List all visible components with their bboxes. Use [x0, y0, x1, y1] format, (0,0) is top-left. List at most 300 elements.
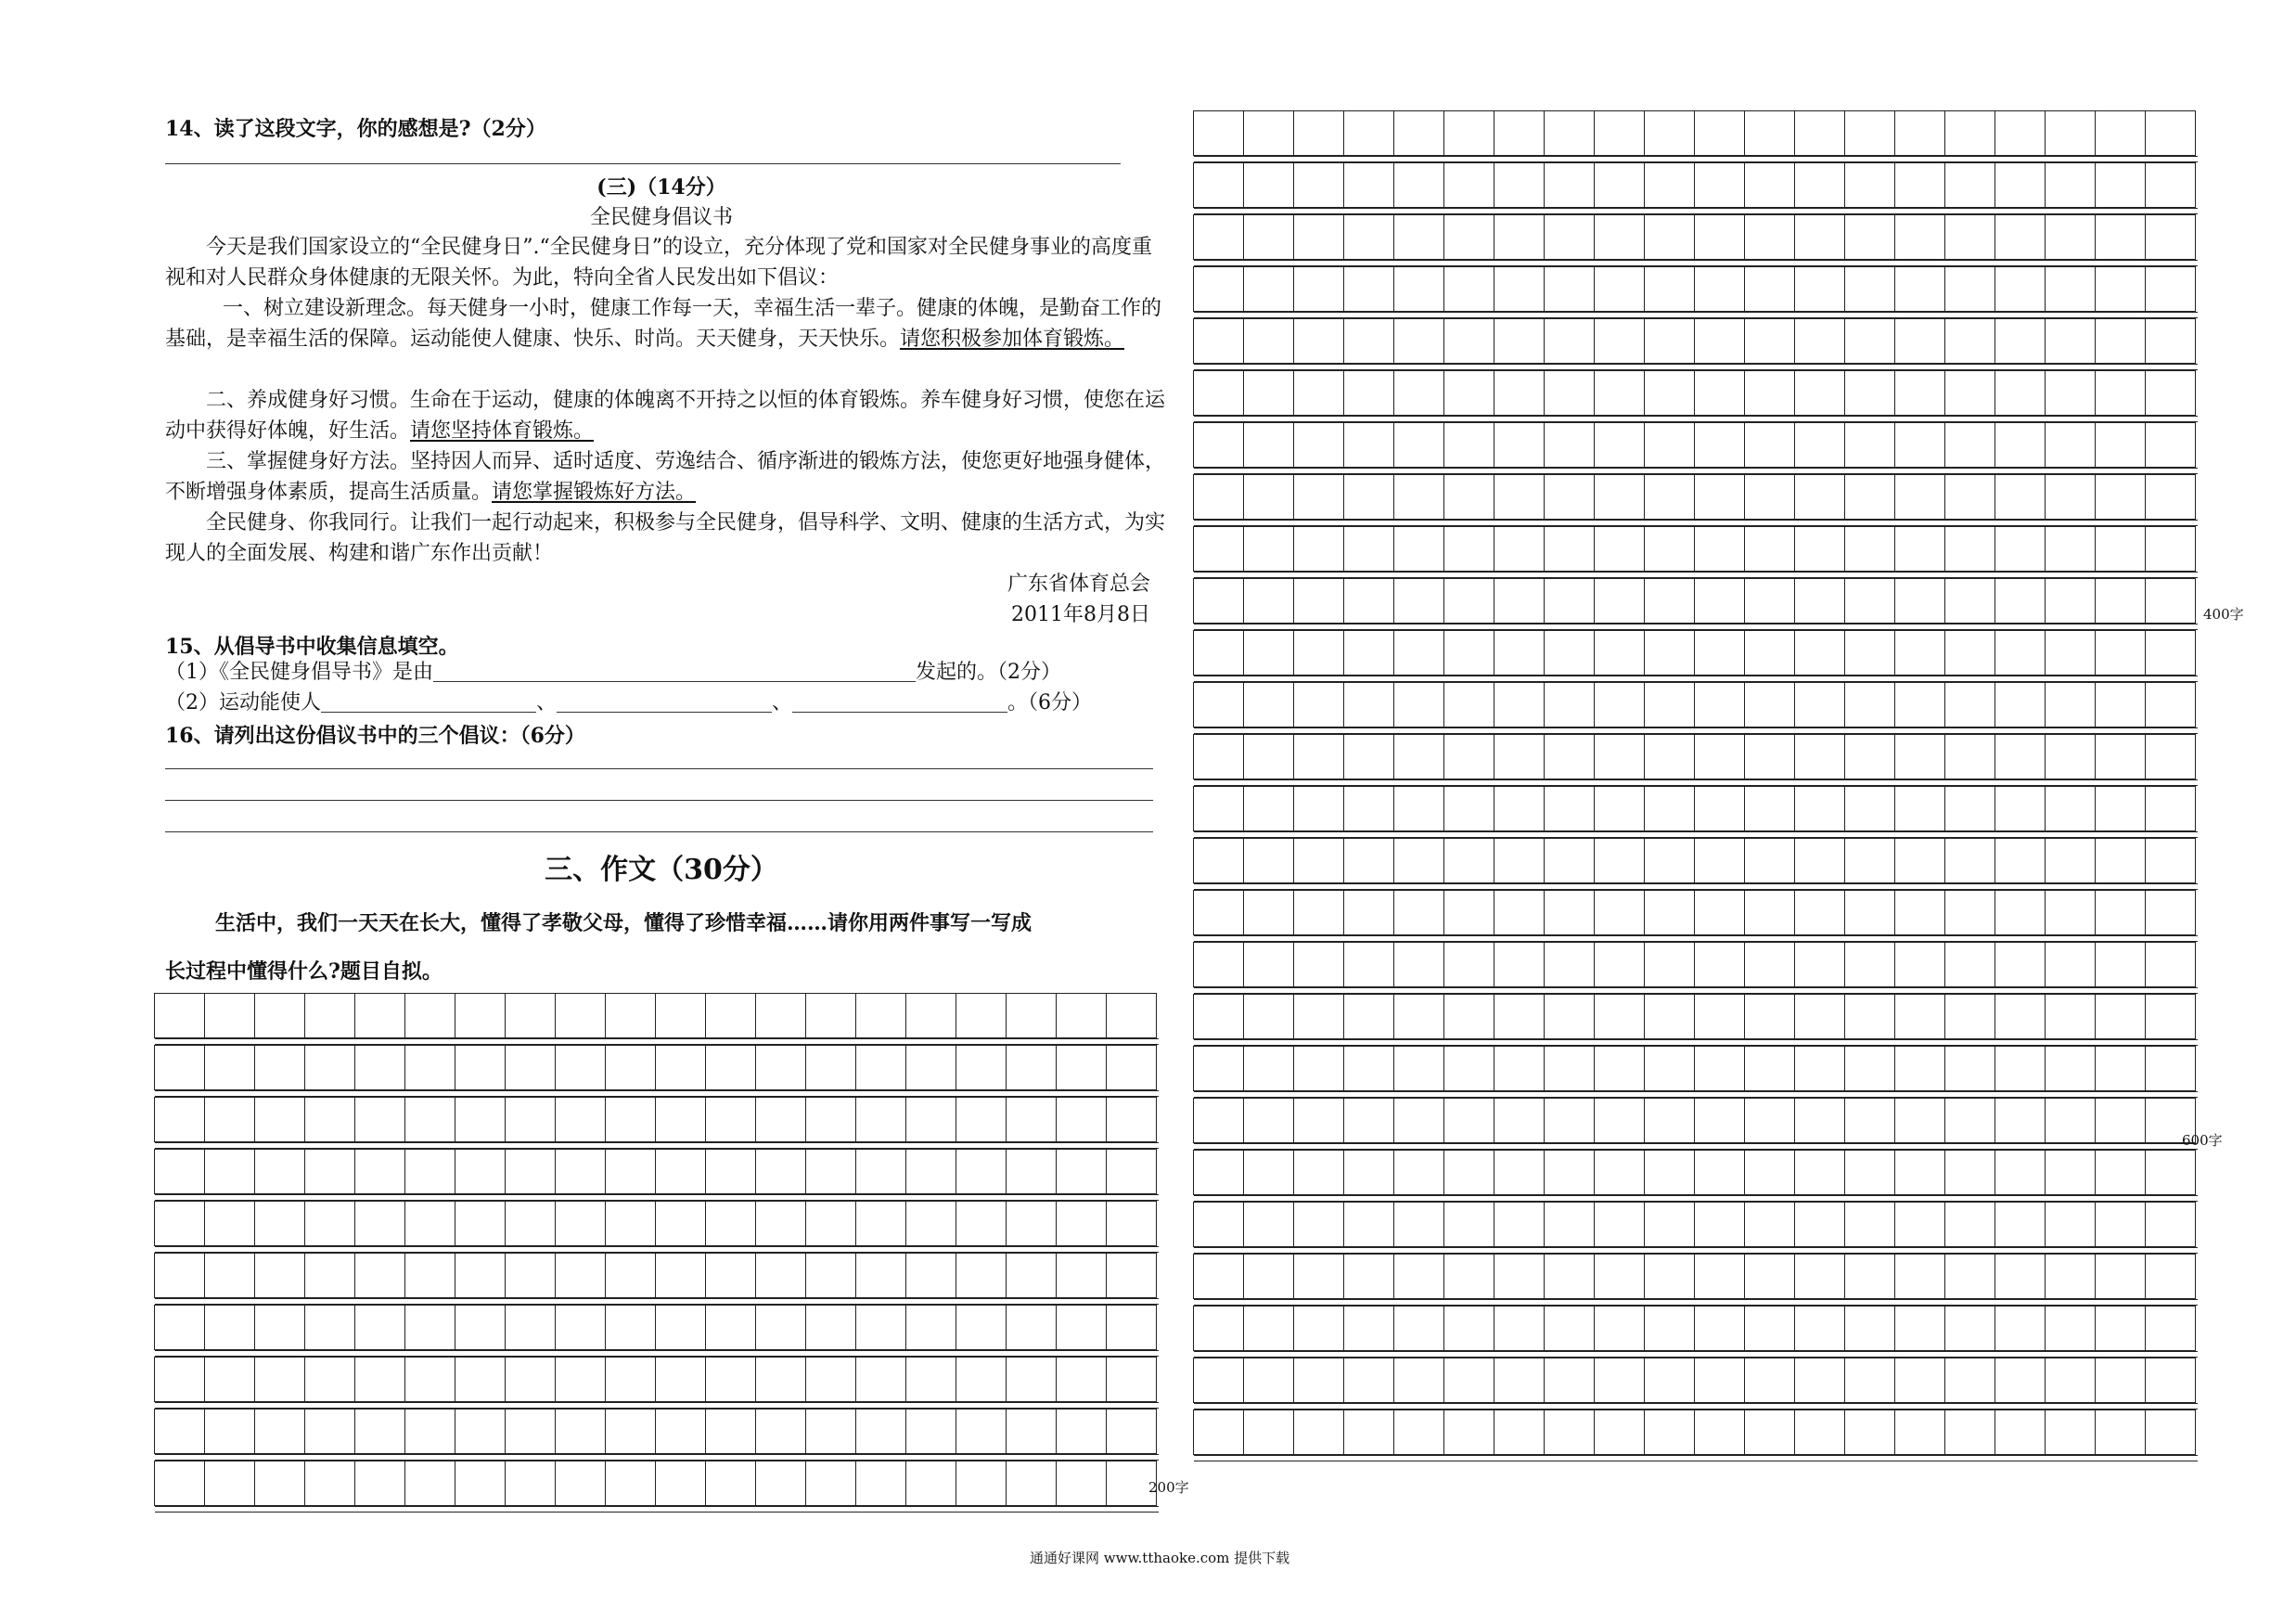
grid-cell[interactable] [1193, 110, 1245, 156]
grid-cell[interactable] [855, 1461, 907, 1506]
q15-2-blank-2[interactable] [557, 691, 772, 713]
grid-cell[interactable] [655, 1357, 707, 1402]
grid-cell[interactable] [2145, 1046, 2197, 1091]
grid-cell[interactable] [1995, 1202, 2046, 1247]
grid-cell[interactable] [1006, 993, 1058, 1038]
grid-cell[interactable] [1944, 734, 1996, 779]
grid-cell[interactable] [1106, 1097, 1158, 1142]
grid-cell[interactable] [1894, 578, 1946, 624]
grid-cell[interactable] [1894, 162, 1946, 208]
grid-cell[interactable] [1106, 993, 1158, 1038]
grid-cell[interactable] [1243, 474, 1295, 520]
grid-cell[interactable] [1644, 578, 1696, 624]
grid-cell[interactable] [1995, 214, 2046, 260]
grid-cell[interactable] [1243, 266, 1295, 312]
grid-cell[interactable] [1293, 1306, 1345, 1351]
grid-cell[interactable] [705, 1305, 757, 1350]
grid-cell[interactable] [2145, 942, 2197, 987]
grid-cell[interactable] [705, 1201, 757, 1246]
grid-cell[interactable] [304, 1201, 356, 1246]
grid-cell[interactable] [1594, 266, 1646, 312]
grid-cell[interactable] [455, 1149, 507, 1194]
grid-cell[interactable] [555, 1357, 607, 1402]
grid-cell[interactable] [1494, 318, 1546, 364]
grid-cell[interactable] [2095, 994, 2147, 1039]
grid-cell[interactable] [1944, 630, 1996, 676]
grid-cell[interactable] [1544, 526, 1596, 572]
grid-cell[interactable] [1193, 578, 1245, 624]
grid-cell[interactable] [1844, 474, 1896, 520]
grid-cell[interactable] [1193, 1306, 1245, 1351]
grid-cell[interactable] [1844, 1150, 1896, 1195]
grid-cell[interactable] [2095, 682, 2147, 727]
grid-cell[interactable] [1393, 942, 1445, 987]
grid-cell[interactable] [1594, 214, 1646, 260]
grid-cell[interactable] [404, 993, 456, 1038]
grid-cell[interactable] [1544, 1202, 1596, 1247]
grid-cell[interactable] [1193, 1410, 1245, 1455]
grid-cell[interactable] [755, 1305, 807, 1350]
grid-cell[interactable] [254, 1097, 306, 1142]
grid-cell[interactable] [204, 1201, 256, 1246]
grid-cell[interactable] [855, 1149, 907, 1194]
grid-cell[interactable] [1443, 1306, 1495, 1351]
grid-cell[interactable] [1844, 734, 1896, 779]
grid-cell[interactable] [1594, 526, 1646, 572]
grid-cell[interactable] [1794, 1046, 1846, 1091]
grid-cell[interactable] [956, 1045, 1007, 1090]
grid-cell[interactable] [1343, 370, 1395, 416]
grid-cell[interactable] [1995, 630, 2046, 676]
grid-cell[interactable] [1894, 682, 1946, 727]
grid-cell[interactable] [1744, 1358, 1796, 1403]
grid-cell[interactable] [1494, 1410, 1546, 1455]
grid-cell[interactable] [1844, 1358, 1896, 1403]
grid-cell[interactable] [1794, 318, 1846, 364]
grid-cell[interactable] [1193, 1150, 1245, 1195]
grid-cell[interactable] [1644, 318, 1696, 364]
grid-cell[interactable] [1293, 110, 1345, 156]
grid-cell[interactable] [1995, 266, 2046, 312]
grid-cell[interactable] [2095, 734, 2147, 779]
grid-cell[interactable] [1794, 1410, 1846, 1455]
grid-cell[interactable] [1644, 110, 1696, 156]
grid-cell[interactable] [1794, 1306, 1846, 1351]
grid-cell[interactable] [1293, 578, 1345, 624]
grid-cell[interactable] [2095, 1410, 2147, 1455]
grid-cell[interactable] [2045, 734, 2097, 779]
grid-cell[interactable] [1343, 1410, 1395, 1455]
grid-cell[interactable] [1794, 734, 1846, 779]
grid-cell[interactable] [1393, 1410, 1445, 1455]
grid-cell[interactable] [1494, 682, 1546, 727]
grid-cell[interactable] [1494, 838, 1546, 883]
grid-cell[interactable] [1894, 422, 1946, 468]
q15-1-blank[interactable] [433, 661, 916, 682]
grid-cell[interactable] [1744, 422, 1796, 468]
grid-cell[interactable] [1694, 318, 1746, 364]
grid-cell[interactable] [2095, 422, 2147, 468]
grid-cell[interactable] [1744, 110, 1796, 156]
grid-cell[interactable] [1894, 1150, 1946, 1195]
grid-cell[interactable] [1293, 1254, 1345, 1299]
grid-cell[interactable] [1794, 1254, 1846, 1299]
grid-cell[interactable] [1694, 1358, 1746, 1403]
grid-cell[interactable] [655, 1045, 707, 1090]
grid-cell[interactable] [1894, 1202, 1946, 1247]
grid-cell[interactable] [1594, 994, 1646, 1039]
grid-cell[interactable] [2145, 214, 2197, 260]
grid-cell[interactable] [1844, 1098, 1896, 1143]
grid-cell[interactable] [354, 1201, 406, 1246]
grid-cell[interactable] [1694, 578, 1746, 624]
grid-cell[interactable] [1443, 630, 1495, 676]
grid-cell[interactable] [1544, 994, 1596, 1039]
grid-cell[interactable] [956, 1253, 1007, 1298]
grid-cell[interactable] [1844, 630, 1896, 676]
grid-cell[interactable] [204, 1461, 256, 1506]
grid-cell[interactable] [1293, 214, 1345, 260]
grid-cell[interactable] [1343, 578, 1395, 624]
grid-cell[interactable] [1944, 1306, 1996, 1351]
grid-cell[interactable] [1594, 734, 1646, 779]
grid-cell[interactable] [1393, 214, 1445, 260]
grid-cell[interactable] [2045, 526, 2097, 572]
grid-cell[interactable] [2145, 422, 2197, 468]
grid-cell[interactable] [1694, 1202, 1746, 1247]
grid-cell[interactable] [1393, 370, 1445, 416]
grid-cell[interactable] [1594, 630, 1646, 676]
grid-cell[interactable] [1393, 1046, 1445, 1091]
grid-cell[interactable] [1544, 578, 1596, 624]
grid-cell[interactable] [605, 1149, 657, 1194]
grid-cell[interactable] [1944, 110, 1996, 156]
grid-cell[interactable] [855, 1045, 907, 1090]
grid-cell[interactable] [1393, 994, 1445, 1039]
grid-cell[interactable] [1844, 838, 1896, 883]
grid-cell[interactable] [1644, 266, 1696, 312]
grid-cell[interactable] [1056, 1305, 1108, 1350]
grid-cell[interactable] [1894, 1358, 1946, 1403]
grid-cell[interactable] [1293, 1358, 1345, 1403]
grid-cell[interactable] [1393, 162, 1445, 208]
grid-cell[interactable] [1544, 1046, 1596, 1091]
grid-cell[interactable] [905, 1461, 957, 1506]
grid-cell[interactable] [605, 1045, 657, 1090]
grid-cell[interactable] [1744, 838, 1796, 883]
grid-cell[interactable] [254, 1045, 306, 1090]
grid-cell[interactable] [855, 1253, 907, 1298]
grid-cell[interactable] [2095, 110, 2147, 156]
grid-cell[interactable] [404, 1201, 456, 1246]
grid-cell[interactable] [555, 1045, 607, 1090]
grid-cell[interactable] [1944, 1410, 1996, 1455]
grid-cell[interactable] [855, 1097, 907, 1142]
grid-cell[interactable] [404, 1097, 456, 1142]
grid-cell[interactable] [1894, 526, 1946, 572]
grid-cell[interactable] [1106, 1357, 1158, 1402]
grid-cell[interactable] [1293, 630, 1345, 676]
grid-cell[interactable] [1844, 1254, 1896, 1299]
grid-cell[interactable] [1744, 682, 1796, 727]
grid-cell[interactable] [1894, 1254, 1946, 1299]
grid-cell[interactable] [204, 1149, 256, 1194]
grid-cell[interactable] [1694, 734, 1746, 779]
grid-cell[interactable] [956, 1149, 1007, 1194]
grid-cell[interactable] [505, 1097, 557, 1142]
q15-2-blank-3[interactable] [792, 691, 1007, 713]
grid-cell[interactable] [1544, 422, 1596, 468]
grid-cell[interactable] [805, 1305, 857, 1350]
grid-cell[interactable] [655, 1097, 707, 1142]
grid-cell[interactable] [1293, 162, 1345, 208]
grid-cell[interactable] [254, 1409, 306, 1454]
grid-cell[interactable] [254, 993, 306, 1038]
grid-cell[interactable] [1193, 474, 1245, 520]
grid-cell[interactable] [1744, 942, 1796, 987]
grid-cell[interactable] [1944, 318, 1996, 364]
grid-cell[interactable] [404, 1461, 456, 1506]
grid-cell[interactable] [2145, 266, 2197, 312]
grid-cell[interactable] [1844, 318, 1896, 364]
grid-cell[interactable] [204, 1045, 256, 1090]
grid-cell[interactable] [805, 1253, 857, 1298]
grid-cell[interactable] [1594, 474, 1646, 520]
grid-cell[interactable] [304, 1149, 356, 1194]
grid-cell[interactable] [354, 1409, 406, 1454]
grid-cell[interactable] [1293, 370, 1345, 416]
grid-cell[interactable] [2095, 1046, 2147, 1091]
grid-cell[interactable] [2145, 682, 2197, 727]
grid-cell[interactable] [1343, 526, 1395, 572]
grid-cell[interactable] [1243, 1202, 1295, 1247]
grid-cell[interactable] [2145, 1358, 2197, 1403]
grid-cell[interactable] [2095, 1254, 2147, 1299]
grid-cell[interactable] [1293, 318, 1345, 364]
grid-cell[interactable] [1644, 162, 1696, 208]
grid-cell[interactable] [1844, 578, 1896, 624]
grid-cell[interactable] [1056, 1201, 1108, 1246]
grid-cell[interactable] [2095, 162, 2147, 208]
grid-cell[interactable] [1644, 942, 1696, 987]
grid-cell[interactable] [2145, 786, 2197, 831]
grid-cell[interactable] [1644, 994, 1696, 1039]
grid-cell[interactable] [1644, 422, 1696, 468]
grid-cell[interactable] [1393, 1098, 1445, 1143]
grid-cell[interactable] [1794, 1358, 1846, 1403]
grid-cell[interactable] [1293, 890, 1345, 935]
grid-cell[interactable] [1944, 370, 1996, 416]
grid-cell[interactable] [1056, 1461, 1108, 1506]
grid-cell[interactable] [254, 1149, 306, 1194]
grid-cell[interactable] [1744, 1098, 1796, 1143]
grid-cell[interactable] [1844, 682, 1896, 727]
grid-cell[interactable] [905, 1045, 957, 1090]
grid-cell[interactable] [2145, 162, 2197, 208]
grid-cell[interactable] [2095, 838, 2147, 883]
grid-cell[interactable] [1494, 474, 1546, 520]
grid-cell[interactable] [1293, 1098, 1345, 1143]
grid-cell[interactable] [1343, 890, 1395, 935]
grid-cell[interactable] [2045, 942, 2097, 987]
grid-cell[interactable] [304, 1305, 356, 1350]
grid-cell[interactable] [705, 1045, 757, 1090]
grid-cell[interactable] [1393, 110, 1445, 156]
grid-cell[interactable] [956, 1357, 1007, 1402]
grid-cell[interactable] [455, 1357, 507, 1402]
grid-cell[interactable] [1594, 1410, 1646, 1455]
grid-cell[interactable] [1995, 838, 2046, 883]
q15-2-blank-1[interactable] [321, 691, 536, 713]
grid-cell[interactable] [1794, 266, 1846, 312]
grid-cell[interactable] [204, 1253, 256, 1298]
grid-cell[interactable] [2045, 1202, 2097, 1247]
grid-cell[interactable] [555, 1409, 607, 1454]
grid-cell[interactable] [1844, 1410, 1896, 1455]
grid-cell[interactable] [1443, 1358, 1495, 1403]
grid-cell[interactable] [1056, 1149, 1108, 1194]
grid-cell[interactable] [354, 1149, 406, 1194]
grid-cell[interactable] [2145, 1410, 2197, 1455]
grid-cell[interactable] [655, 1149, 707, 1194]
grid-cell[interactable] [1744, 1202, 1796, 1247]
grid-cell[interactable] [1894, 786, 1946, 831]
grid-cell[interactable] [1393, 1254, 1445, 1299]
grid-cell[interactable] [655, 1253, 707, 1298]
grid-cell[interactable] [1293, 682, 1345, 727]
grid-cell[interactable] [1393, 734, 1445, 779]
grid-cell[interactable] [1544, 266, 1596, 312]
grid-cell[interactable] [1794, 890, 1846, 935]
grid-cell[interactable] [1443, 318, 1495, 364]
grid-cell[interactable] [1106, 1253, 1158, 1298]
grid-cell[interactable] [1243, 682, 1295, 727]
grid-cell[interactable] [154, 1149, 206, 1194]
grid-cell[interactable] [1443, 734, 1495, 779]
grid-cell[interactable] [1443, 370, 1495, 416]
grid-cell[interactable] [1243, 1254, 1295, 1299]
grid-cell[interactable] [1844, 994, 1896, 1039]
grid-cell[interactable] [2045, 578, 2097, 624]
grid-cell[interactable] [1794, 682, 1846, 727]
grid-cell[interactable] [1544, 474, 1596, 520]
grid-cell[interactable] [2045, 682, 2097, 727]
grid-cell[interactable] [1744, 1150, 1796, 1195]
grid-cell[interactable] [1594, 890, 1646, 935]
grid-cell[interactable] [1794, 1150, 1846, 1195]
grid-cell[interactable] [2045, 214, 2097, 260]
grid-cell[interactable] [254, 1461, 306, 1506]
grid-cell[interactable] [1443, 942, 1495, 987]
grid-cell[interactable] [2145, 1254, 2197, 1299]
grid-cell[interactable] [1894, 1046, 1946, 1091]
grid-cell[interactable] [1443, 578, 1495, 624]
grid-cell[interactable] [1006, 1461, 1058, 1506]
grid-cell[interactable] [1443, 110, 1495, 156]
grid-cell[interactable] [1343, 1098, 1395, 1143]
grid-cell[interactable] [1006, 1097, 1058, 1142]
grid-cell[interactable] [1594, 1098, 1646, 1143]
grid-cell[interactable] [154, 1097, 206, 1142]
grid-cell[interactable] [2095, 578, 2147, 624]
grid-cell[interactable] [1243, 734, 1295, 779]
grid-cell[interactable] [1106, 1201, 1158, 1246]
grid-cell[interactable] [204, 993, 256, 1038]
grid-cell[interactable] [1393, 318, 1445, 364]
grid-cell[interactable] [1544, 1098, 1596, 1143]
grid-cell[interactable] [1644, 370, 1696, 416]
grid-cell[interactable] [1744, 266, 1796, 312]
grid-cell[interactable] [855, 1357, 907, 1402]
answer-line-16-3[interactable] [165, 831, 1153, 832]
grid-cell[interactable] [905, 1097, 957, 1142]
grid-cell[interactable] [755, 1045, 807, 1090]
grid-cell[interactable] [2095, 370, 2147, 416]
grid-cell[interactable] [1644, 630, 1696, 676]
grid-cell[interactable] [505, 1461, 557, 1506]
grid-cell[interactable] [404, 1149, 456, 1194]
grid-cell[interactable] [1894, 214, 1946, 260]
grid-cell[interactable] [1744, 578, 1796, 624]
grid-cell[interactable] [1193, 682, 1245, 727]
grid-cell[interactable] [1794, 162, 1846, 208]
grid-cell[interactable] [1694, 630, 1746, 676]
grid-cell[interactable] [1494, 578, 1546, 624]
grid-cell[interactable] [1106, 1305, 1158, 1350]
grid-cell[interactable] [1544, 318, 1596, 364]
grid-cell[interactable] [2095, 474, 2147, 520]
grid-cell[interactable] [1944, 1098, 1996, 1143]
grid-cell[interactable] [2095, 942, 2147, 987]
grid-cell[interactable] [2095, 786, 2147, 831]
grid-cell[interactable] [1644, 838, 1696, 883]
grid-cell[interactable] [1544, 1150, 1596, 1195]
grid-cell[interactable] [1694, 786, 1746, 831]
grid-cell[interactable] [1193, 734, 1245, 779]
grid-cell[interactable] [1794, 110, 1846, 156]
grid-cell[interactable] [1393, 578, 1445, 624]
grid-cell[interactable] [1293, 1202, 1345, 1247]
grid-cell[interactable] [1794, 474, 1846, 520]
grid-cell[interactable] [605, 1305, 657, 1350]
grid-cell[interactable] [1443, 838, 1495, 883]
grid-cell[interactable] [705, 1461, 757, 1506]
grid-cell[interactable] [605, 1097, 657, 1142]
grid-cell[interactable] [1193, 1098, 1245, 1143]
grid-cell[interactable] [1006, 1201, 1058, 1246]
grid-cell[interactable] [1744, 474, 1796, 520]
grid-cell[interactable] [1744, 214, 1796, 260]
grid-cell[interactable] [1944, 214, 1996, 260]
grid-cell[interactable] [304, 1409, 356, 1454]
grid-cell[interactable] [455, 1045, 507, 1090]
grid-cell[interactable] [1393, 526, 1445, 572]
grid-cell[interactable] [1343, 838, 1395, 883]
grid-cell[interactable] [2045, 110, 2097, 156]
grid-cell[interactable] [1995, 370, 2046, 416]
grid-cell[interactable] [1544, 1254, 1596, 1299]
grid-cell[interactable] [1494, 1358, 1546, 1403]
grid-cell[interactable] [705, 993, 757, 1038]
grid-cell[interactable] [1594, 1306, 1646, 1351]
grid-cell[interactable] [455, 1201, 507, 1246]
grid-cell[interactable] [1544, 214, 1596, 260]
grid-cell[interactable] [1393, 630, 1445, 676]
grid-cell[interactable] [855, 993, 907, 1038]
grid-cell[interactable] [1644, 734, 1696, 779]
grid-cell[interactable] [1995, 734, 2046, 779]
grid-cell[interactable] [1944, 1046, 1996, 1091]
